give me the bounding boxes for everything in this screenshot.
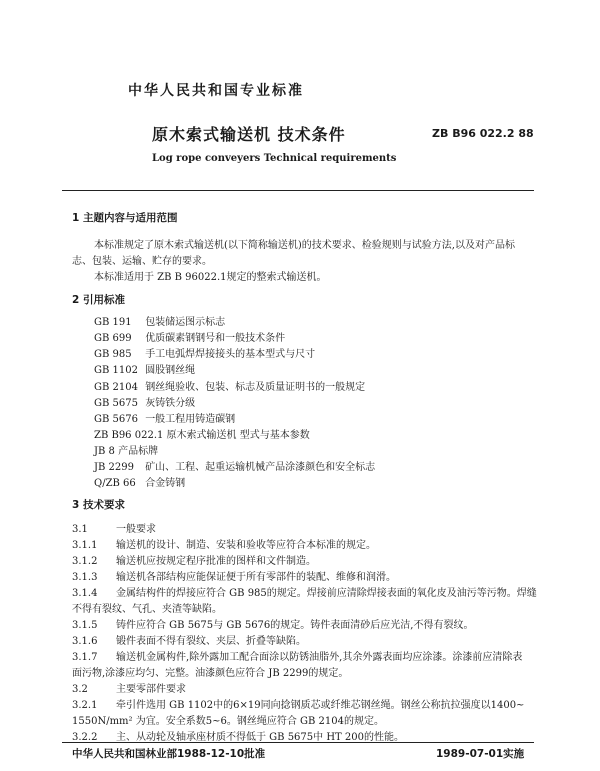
clause-text: 一般要求 <box>116 524 156 535</box>
clause-3-1-1 <box>72 536 376 551</box>
ref-code: GB 985 <box>94 349 132 360</box>
ref-text: 灰铸铁分级 <box>145 398 196 409</box>
section-2-heading: 2 引用标准 <box>72 294 125 306</box>
clause-number: 3.1.5 <box>72 620 98 631</box>
ref-item <box>94 345 315 360</box>
ref-item <box>94 474 185 489</box>
section-1-para-2: 本标准适用于 ZB B 96022.1规定的整索式输送机。 <box>94 272 327 283</box>
clause-3-2-2 <box>72 728 404 743</box>
clause-text: 主、从动轮及轴承座材质不得低于 GB 5675中 HT 200的性能。 <box>116 732 404 743</box>
clause-3-1-4-cont: 不得有裂纹、气孔、夹渣等缺陷。 <box>72 604 222 615</box>
clause-number: 3.2.2 <box>72 732 98 743</box>
clause-3-1-7 <box>72 648 522 663</box>
ref-code: JB 2299 <box>94 462 134 473</box>
clause-text: 锻件表面不得有裂纹、夹层、折叠等缺陷。 <box>116 636 306 647</box>
ref-code: GB 2104 <box>94 382 138 393</box>
clause-number: 3.1 <box>72 524 88 535</box>
ref-code: GB 5675 <box>94 398 138 409</box>
clause-3-1-4 <box>72 584 537 599</box>
ref-item <box>94 394 195 409</box>
clause-3-1-5 <box>72 616 473 631</box>
footer-rule <box>62 742 534 743</box>
section-1-heading: 1 主题内容与适用范围 <box>72 212 178 224</box>
ref-text: 产品标牌 <box>118 446 159 457</box>
clause-3-2 <box>72 680 186 695</box>
clause-3-1-2 <box>72 552 316 567</box>
ref-code: Q/ZB 66 <box>94 478 136 489</box>
clause-text: 牵引件选用 GB 1102中的6×19同向捻钢质芯或纤维芯钢丝绳。钢丝公称抗拉强度以1400~ <box>116 700 525 711</box>
ref-text: 矿山、工程、起重运输机械产品涂漆颜色和安全标志 <box>145 462 376 473</box>
ref-text: 合金铸钢 <box>145 478 186 489</box>
clause-3-1-3 <box>72 568 396 583</box>
clause-number: 3.1.7 <box>72 652 98 663</box>
clause-3-2-1 <box>72 696 524 711</box>
ref-item <box>94 378 365 393</box>
clause-number: 3.1.6 <box>72 636 98 647</box>
clause-3-2-1-cont: 1550N/mm² 为宜。安全系数5~6。钢丝绳应符合 GB 2104的规定。 <box>72 716 384 727</box>
header-rule <box>62 190 534 191</box>
ref-item <box>94 458 375 473</box>
clause-text: 输送机金属构件,除外露加工配合面涂以防锈油脂外,其余外露表面均应涂漆。涂漆前应清除表 <box>116 652 523 663</box>
approval-note: 中华人民共和国林业部1988-12-10批准 <box>72 748 266 760</box>
ref-item <box>94 410 235 425</box>
clause-number: 3.1.2 <box>72 556 98 567</box>
document-title: 原木索式输送机 技术条件 <box>152 125 346 144</box>
section-1-para-1-line-1: 本标准规定了原木索式输送机(以下简称输送机)的技术要求、检验规则与试验方法,以及对产品标 <box>94 240 515 251</box>
section-3-heading: 3 技术要求 <box>72 499 125 511</box>
ref-item <box>94 329 285 344</box>
ref-code: GB 1102 <box>94 365 138 376</box>
ref-item <box>94 442 158 457</box>
ref-item <box>94 313 225 328</box>
clause-text: 金属结构件的焊接应符合 GB 985的规定。焊接前应清除焊接表面的氧化皮及油污等污物。焊缝 <box>116 588 537 599</box>
ref-text: 一般工程用铸造碳钢 <box>145 414 236 425</box>
clause-number: 3.1.1 <box>72 540 98 551</box>
ref-code: JB 8 <box>94 446 115 457</box>
clause-3-1-7-cont: 面污物,涂漆应均匀、完整。油漆颜色应符合 JB 2299的规定。 <box>72 668 349 679</box>
clause-text: 输送机应按规定程序批准的图样和文件制造。 <box>116 556 316 567</box>
standard-code: ZB B96 022.2 88 <box>432 127 534 140</box>
ref-code: GB 191 <box>94 317 132 328</box>
ref-text: 优质碳素钢钢号和一般技术条件 <box>145 333 286 344</box>
implementation-date: 1989-07-01实施 <box>436 748 525 760</box>
ref-text: 包装储运图示标志 <box>145 317 226 328</box>
section-1-para-1-line-2: 志、包装、运输、贮存的要求。 <box>72 256 212 267</box>
ref-text: 原木索式输送机 型式与基本参数 <box>166 430 310 441</box>
clause-3-1 <box>72 520 156 535</box>
clause-3-1-6 <box>72 632 306 647</box>
ref-item <box>94 426 310 441</box>
ref-code: ZB B96 022.1 <box>94 430 164 441</box>
clause-text: 输送机的设计、制造、安装和验收等应符合本标准的规定。 <box>116 540 376 551</box>
clause-number: 3.2.1 <box>72 700 98 711</box>
ref-text: 钢丝绳验收、包装、标志及质量证明书的一般规定 <box>145 382 366 393</box>
clause-number: 3.1.3 <box>72 572 98 583</box>
clause-number: 3.2 <box>72 684 88 695</box>
clause-text: 主要零部件要求 <box>116 684 186 695</box>
clause-text: 输送机各部结构应能保证便于所有零部件的装配、维修和润滑。 <box>116 572 396 583</box>
ref-code: GB 5676 <box>94 414 138 425</box>
clause-number: 3.1.4 <box>72 588 98 599</box>
ref-item <box>94 361 195 376</box>
ref-code: GB 699 <box>94 333 132 344</box>
english-title: Log rope conveyers Technical requirements <box>152 153 397 164</box>
standard-category: 中华人民共和国专业标准 <box>128 83 304 99</box>
clause-text: 铸件应符合 GB 5675与 GB 5676的规定。铸件表面清砂后应光洁,不得有裂纹。 <box>116 620 474 631</box>
ref-text: 圆股钢丝绳 <box>145 365 196 376</box>
ref-text: 手工电弧焊焊接接头的基本型式与尺寸 <box>145 349 316 360</box>
